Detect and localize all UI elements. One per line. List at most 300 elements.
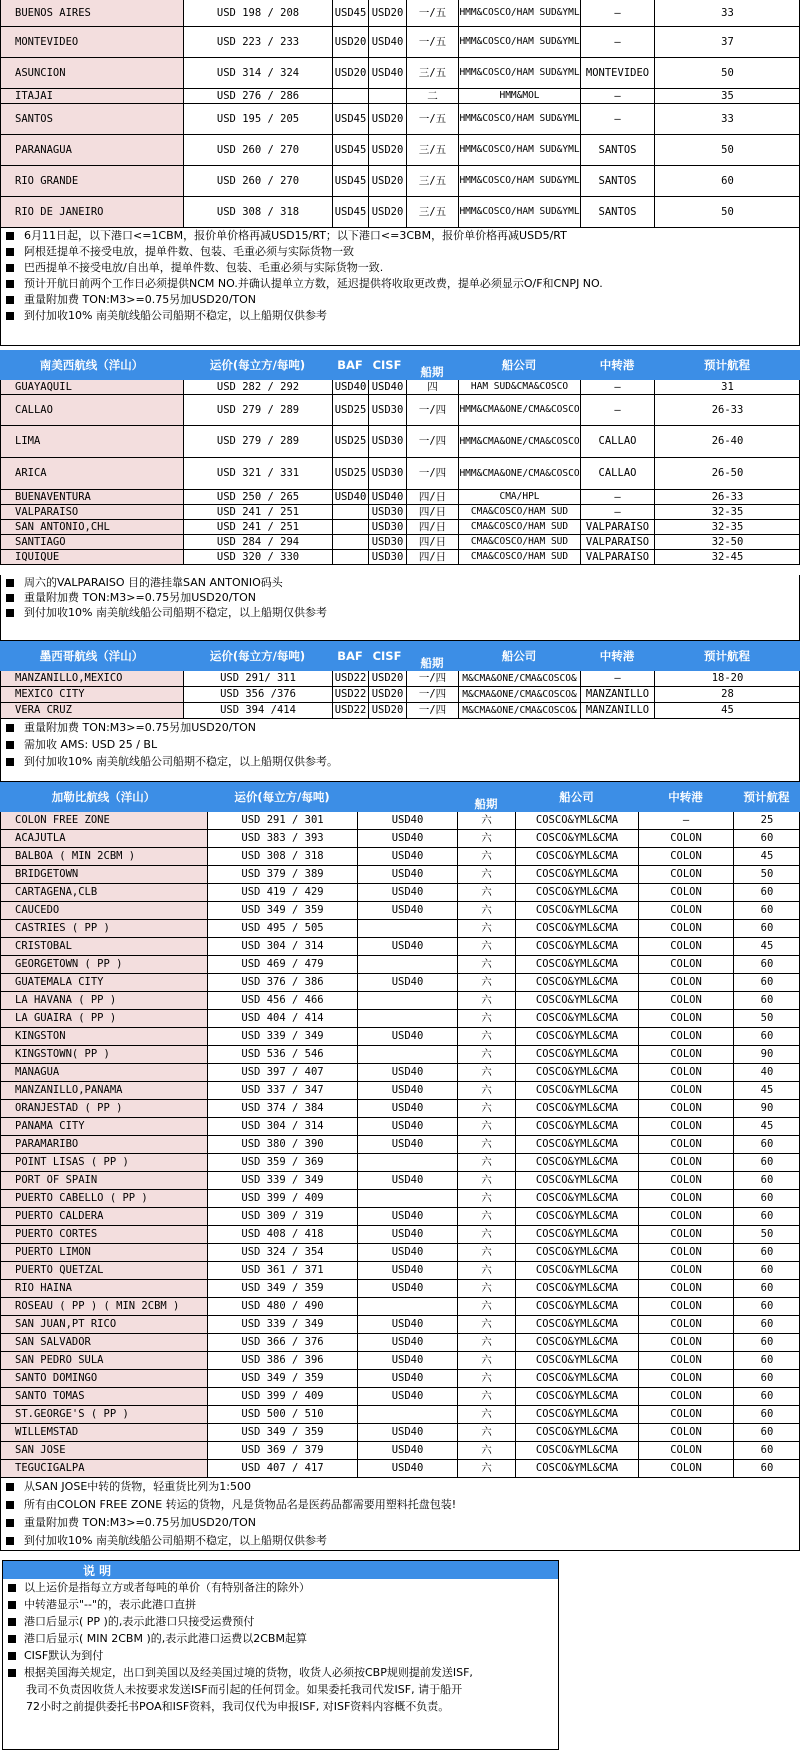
note-line (1, 308, 799, 324)
bullet-icon (8, 1601, 16, 1609)
table-row (0, 1352, 800, 1370)
table-row (0, 1046, 800, 1064)
table-row (0, 1010, 800, 1028)
cell-sched: 六 (458, 1208, 516, 1226)
header-rate: 运价(每立方/每吨) (234, 790, 330, 804)
cell-sched: 三/五 (407, 135, 459, 166)
cell-cisf: USD20 (369, 703, 407, 719)
cell-days: 50 (734, 1010, 800, 1028)
cell-carrier: COSCO&YML&CMA (516, 1082, 639, 1100)
cell-days: 28 (655, 687, 800, 703)
cell-rate: USD 198 / 208 (184, 0, 333, 27)
cell-baf: USD40 (358, 1100, 458, 1118)
legend-text: 根据美国海关规定，出口到美国以及经美国过境的货物，收货人必须按CBP规则提前发送ISF, (24, 1666, 473, 1679)
table-row (0, 1424, 800, 1442)
cell-days: 60 (734, 1154, 800, 1172)
cell-rate: USD 308 / 318 (184, 197, 333, 228)
cell-sched: 一/四 (407, 395, 459, 426)
cell-port: VERA CRUZ (1, 703, 184, 719)
cell-baf: USD45 (333, 166, 369, 197)
cell-rate: USD 349 / 359 (208, 1370, 358, 1388)
cell-days: 60 (734, 830, 800, 848)
bullet-icon (6, 248, 14, 256)
cell-port: SANTO TOMAS (1, 1388, 208, 1406)
cell-sched: 一/四 (407, 458, 459, 490)
cell-days: 26-50 (655, 458, 800, 490)
table-row (0, 1136, 800, 1154)
header-days: 预计航程 (743, 790, 790, 804)
cell-port: CRISTOBAL (1, 938, 208, 956)
cell-sched: 六 (458, 1244, 516, 1262)
cell-days: 90 (734, 1100, 800, 1118)
cell-sched: 六 (458, 1118, 516, 1136)
cell-baf (358, 1298, 458, 1316)
cell-rate: USD 291 / 301 (208, 812, 358, 830)
table-row (0, 1460, 800, 1478)
cell-port: PANAMA CITY (1, 1118, 208, 1136)
cell-sched: 六 (458, 1172, 516, 1190)
cell-days: 60 (734, 1352, 800, 1370)
cell-transit: COLON (639, 1046, 734, 1064)
header-transit: 中转港 (599, 358, 635, 372)
section-gap (0, 324, 800, 346)
bullet-icon (6, 609, 14, 617)
cell-baf: USD40 (358, 974, 458, 992)
header-baf: BAF (337, 649, 363, 663)
cell-cisf: USD30 (369, 520, 407, 535)
cell-transit: — (581, 490, 655, 505)
note-text: 重量附加费 TON:M3>=0.75另加USD20/TON (24, 293, 257, 306)
note-line (1, 1532, 799, 1550)
cell-rate: USD 376 / 386 (208, 974, 358, 992)
cell-baf: USD22 (333, 671, 369, 687)
cell-rate: USD 241 / 251 (184, 505, 333, 520)
cell-carrier: M&CMA&ONE/CMA&COSCO& (459, 687, 581, 703)
cell-rate: USD 276 / 286 (184, 89, 333, 104)
cell-days: 60 (734, 956, 800, 974)
legend-text: 72小时之前提供委托书POA和ISF资料，我司仅代为申报ISF, 对ISF资料内容概不负责。 (26, 1700, 450, 1713)
table-row (0, 1388, 800, 1406)
cell-port: ARICA (1, 458, 184, 490)
cell-rate: USD 359 / 369 (208, 1154, 358, 1172)
header-cisf: CISF (372, 649, 402, 663)
cell-carrier: HMM&COSCO/HAM SUD&YML (459, 104, 581, 135)
cell-sched: 六 (458, 1298, 516, 1316)
cell-days: 26-33 (655, 490, 800, 505)
cell-sched: 一/五 (407, 27, 459, 58)
cell-days: 60 (734, 1406, 800, 1424)
header-rate: 运价(每立方/每吨) (209, 358, 306, 372)
cell-transit: — (581, 671, 655, 687)
cell-days: 60 (734, 1442, 800, 1460)
note-text: 从SAN JOSE中转的货物，轻重货比列为1:500 (24, 1480, 251, 1493)
cell-carrier: COSCO&YML&CMA (516, 1100, 639, 1118)
cell-baf: USD40 (358, 1226, 458, 1244)
cell-days: 60 (734, 902, 800, 920)
cell-baf (333, 505, 369, 520)
cell-port: LA GUAIRA ( PP ) (1, 1010, 208, 1028)
cell-carrier: COSCO&YML&CMA (516, 902, 639, 920)
cell-baf: USD40 (358, 1118, 458, 1136)
cell-days: 60 (734, 1208, 800, 1226)
cell-transit: COLON (639, 920, 734, 938)
cell-port: COLON FREE ZONE (1, 812, 208, 830)
cell-cisf: USD40 (369, 490, 407, 505)
cell-cisf (369, 89, 407, 104)
cell-transit: VALPARAISO (581, 550, 655, 565)
table-row (0, 1208, 800, 1226)
cell-transit: — (581, 395, 655, 426)
bullet-icon (8, 1618, 16, 1626)
cell-transit: COLON (639, 1442, 734, 1460)
cell-transit: CALLAO (581, 458, 655, 490)
cell-transit: COLON (639, 992, 734, 1010)
table-row (0, 58, 800, 89)
cell-port: ITAJAI (1, 89, 184, 104)
cell-carrier: HMM&CMA&ONE/CMA&COSCO (459, 426, 581, 458)
legend-title: 说 明 (3, 1561, 558, 1579)
cell-days: 40 (734, 1064, 800, 1082)
cell-carrier: CMA&COSCO/HAM SUD (459, 520, 581, 535)
legend-item (3, 1630, 558, 1647)
cell-port: ASUNCION (1, 58, 184, 89)
notes-block (0, 575, 800, 620)
legend-text: 以上运价是指每立方或者每吨的单价（有特别备注的除外） (24, 1581, 310, 1594)
cell-port: PUERTO QUETZAL (1, 1262, 208, 1280)
cell-cisf: USD30 (369, 550, 407, 565)
cell-carrier: COSCO&YML&CMA (516, 1460, 639, 1478)
cell-days: 60 (734, 974, 800, 992)
note-line (1, 719, 799, 736)
cell-cisf: USD20 (369, 671, 407, 687)
bullet-icon (6, 1537, 14, 1545)
cell-rate: USD 250 / 265 (184, 490, 333, 505)
cell-rate: USD 386 / 396 (208, 1352, 358, 1370)
cell-cisf: USD20 (369, 166, 407, 197)
cell-days: 45 (734, 1082, 800, 1100)
cell-transit: — (581, 89, 655, 104)
cell-transit: COLON (639, 848, 734, 866)
cell-sched: 六 (458, 1064, 516, 1082)
cell-baf: USD40 (358, 1172, 458, 1190)
cell-carrier: COSCO&YML&CMA (516, 1172, 639, 1190)
legend-text: 港口后显示( MIN 2CBM )的,表示此港口运费以2CBM起算 (24, 1632, 307, 1645)
cell-carrier: COSCO&YML&CMA (516, 848, 639, 866)
legend-item (3, 1613, 558, 1630)
cell-baf: USD40 (358, 1316, 458, 1334)
cell-port: PUERTO CALDERA (1, 1208, 208, 1226)
cell-rate: USD 339 / 349 (208, 1028, 358, 1046)
cell-carrier: COSCO&YML&CMA (516, 974, 639, 992)
cell-port: SAN PEDRO SULA (1, 1352, 208, 1370)
cell-days: 60 (734, 1190, 800, 1208)
cell-days: 37 (655, 27, 800, 58)
notes-block (0, 1478, 800, 1550)
table-row (0, 1064, 800, 1082)
cell-sched: 六 (458, 992, 516, 1010)
cell-sched: 六 (458, 1352, 516, 1370)
cell-days: 60 (734, 884, 800, 902)
cell-sched: 四/日 (407, 505, 459, 520)
cell-transit: COLON (639, 1028, 734, 1046)
cell-baf (358, 1154, 458, 1172)
cell-port: LIMA (1, 426, 184, 458)
cell-rate: USD 536 / 546 (208, 1046, 358, 1064)
header-route: 南美西航线（洋山） (39, 358, 144, 372)
cell-transit: VALPARAISO (581, 535, 655, 550)
cell-carrier: HAM SUD&CMA&COSCO (459, 380, 581, 395)
cell-sched: 六 (458, 1424, 516, 1442)
cell-transit: COLON (639, 1334, 734, 1352)
table-row (0, 1226, 800, 1244)
note-line (1, 260, 799, 276)
note-text: 周六的VALPARAISO 目的港挂靠SAN ANTONIO码头 (24, 576, 283, 589)
cell-transit: — (581, 27, 655, 58)
cell-days: 60 (734, 1136, 800, 1154)
cell-transit: — (581, 380, 655, 395)
cell-baf: USD40 (358, 938, 458, 956)
cell-rate: USD 366 / 376 (208, 1334, 358, 1352)
note-line (1, 1514, 799, 1532)
table-row (0, 505, 800, 520)
cell-days: 60 (734, 920, 800, 938)
cell-days: 60 (734, 992, 800, 1010)
notes-block (0, 719, 800, 770)
cell-days: 90 (734, 1046, 800, 1064)
cell-transit: COLON (639, 938, 734, 956)
cell-days: 45 (734, 1118, 800, 1136)
cell-baf (358, 920, 458, 938)
cell-transit: CALLAO (581, 426, 655, 458)
cell-transit: COLON (639, 830, 734, 848)
table-row (0, 1154, 800, 1172)
cell-port: CAUCEDO (1, 902, 208, 920)
cell-carrier: COSCO&YML&CMA (516, 956, 639, 974)
header-carrier: 船公司 (501, 358, 537, 372)
note-text: 重量附加费 TON:M3>=0.75另加USD20/TON (24, 1516, 257, 1529)
bullet-icon (6, 264, 14, 272)
cell-baf: USD40 (358, 902, 458, 920)
cell-baf (333, 550, 369, 565)
cell-baf (333, 520, 369, 535)
cell-sched: 六 (458, 848, 516, 866)
cell-baf: USD40 (358, 1370, 458, 1388)
legend-item (3, 1579, 558, 1596)
cell-transit: MANZANILLO (581, 687, 655, 703)
cell-carrier: CMA&COSCO/HAM SUD (459, 535, 581, 550)
cell-carrier: COSCO&YML&CMA (516, 1406, 639, 1424)
cell-transit: COLON (639, 1226, 734, 1244)
note-line (1, 228, 799, 244)
cell-rate: USD 349 / 359 (208, 1280, 358, 1298)
table-row (0, 27, 800, 58)
cell-baf: USD40 (358, 1244, 458, 1262)
section-gap (0, 770, 800, 782)
cell-rate: USD 320 / 330 (184, 550, 333, 565)
cell-days: 50 (655, 197, 800, 228)
cell-port: PUERTO CABELLO ( PP ) (1, 1190, 208, 1208)
cell-days: 50 (655, 58, 800, 89)
cell-sched: 六 (458, 974, 516, 992)
cell-transit: COLON (639, 1100, 734, 1118)
cell-cisf: USD30 (369, 458, 407, 490)
cell-sched: 六 (458, 1460, 516, 1478)
cell-rate: USD 408 / 418 (208, 1226, 358, 1244)
table-row (0, 535, 800, 550)
cell-days: 50 (734, 866, 800, 884)
cell-transit: SANTOS (581, 197, 655, 228)
cell-sched: 六 (458, 1388, 516, 1406)
cell-port: PUERTO LIMON (1, 1244, 208, 1262)
cell-baf: USD40 (358, 1424, 458, 1442)
table-row (0, 920, 800, 938)
cell-transit: COLON (639, 1406, 734, 1424)
cell-port: CARTAGENA,CLB (1, 884, 208, 902)
cell-rate: USD 374 / 384 (208, 1100, 358, 1118)
legend-text: 中转港显示"--"的，表示此港口直拼 (24, 1598, 197, 1611)
cell-transit: — (581, 0, 655, 27)
cell-rate: USD 309 / 319 (208, 1208, 358, 1226)
cell-sched: 一/四 (407, 671, 459, 687)
cell-carrier: COSCO&YML&CMA (516, 1136, 639, 1154)
legend-isf-line (3, 1664, 558, 1681)
cell-transit: COLON (639, 1424, 734, 1442)
cell-baf (358, 956, 458, 974)
table-row (0, 1442, 800, 1460)
cell-carrier: HMM&COSCO/HAM SUD&YML (459, 0, 581, 27)
cell-rate: USD 260 / 270 (184, 135, 333, 166)
bullet-icon (8, 1635, 16, 1643)
cell-port: RIO GRANDE (1, 166, 184, 197)
note-text: 阿根廷提单不接受电放，提单件数、包装、毛重必须与实际货物一致 (24, 245, 354, 258)
cell-transit: COLON (639, 974, 734, 992)
cell-port: BRIDGETOWN (1, 866, 208, 884)
table-row (0, 830, 800, 848)
cell-rate: USD 314 / 324 (184, 58, 333, 89)
cell-rate: USD 394 /414 (184, 703, 333, 719)
cell-baf: USD40 (358, 1082, 458, 1100)
section-header (0, 641, 800, 671)
bullet-icon (8, 1584, 16, 1592)
note-text: 6月11日起，以下港口<=1CBM，报价单价格再减USD15/RT；以下港口<=3CBM，报价单价格再减USD5/RT (24, 229, 567, 242)
cell-cisf: USD30 (369, 505, 407, 520)
cell-rate: USD 419 / 429 (208, 884, 358, 902)
table-row (0, 1082, 800, 1100)
cell-rate: USD 404 / 414 (208, 1010, 358, 1028)
cell-transit: COLON (639, 1388, 734, 1406)
legend-item (3, 1647, 558, 1664)
cell-carrier: COSCO&YML&CMA (516, 812, 639, 830)
cell-transit: COLON (639, 866, 734, 884)
cell-sched: 一/五 (407, 104, 459, 135)
note-text: 所有由COLON FREE ZONE 转运的货物，凡是货物品名是医药品都需要用塑料托盘包装! (24, 1498, 457, 1511)
bullet-icon (6, 296, 14, 304)
cell-transit: MANZANILLO (581, 703, 655, 719)
cell-rate: USD 284 / 294 (184, 535, 333, 550)
cell-baf: USD40 (358, 830, 458, 848)
cell-sched: 四 (407, 380, 459, 395)
cell-transit: — (581, 104, 655, 135)
cell-port: SAN JUAN,PT RICO (1, 1316, 208, 1334)
cell-days: 60 (734, 1028, 800, 1046)
cell-transit: — (581, 505, 655, 520)
cell-sched: 一/四 (407, 703, 459, 719)
cell-cisf: USD20 (369, 104, 407, 135)
table-row (0, 135, 800, 166)
cell-carrier: COSCO&YML&CMA (516, 1118, 639, 1136)
cell-port: VALPARAISO (1, 505, 184, 520)
cell-carrier: COSCO&YML&CMA (516, 1226, 639, 1244)
cell-port: WILLEMSTAD (1, 1424, 208, 1442)
note-text: 到付加收10% 南美航线船公司船期不稳定，以上船期仅供参考 (24, 1534, 327, 1547)
cell-sched: 六 (458, 866, 516, 884)
section-header (0, 350, 800, 380)
cell-port: CASTRIES ( PP ) (1, 920, 208, 938)
cell-sched: 六 (458, 1136, 516, 1154)
cell-sched: 六 (458, 1082, 516, 1100)
bullet-icon (6, 1483, 14, 1491)
cell-rate: USD 500 / 510 (208, 1406, 358, 1424)
cell-port: TEGUCIGALPA (1, 1460, 208, 1478)
header-days: 预计航程 (704, 358, 750, 372)
cell-transit: SANTOS (581, 166, 655, 197)
cell-days: 60 (734, 1334, 800, 1352)
table-row (0, 1118, 800, 1136)
table-row (0, 974, 800, 992)
header-transit: 中转港 (599, 649, 635, 663)
cell-baf: USD25 (333, 458, 369, 490)
cell-transit: COLON (639, 1460, 734, 1478)
cell-sched: 六 (458, 1046, 516, 1064)
cell-carrier: COSCO&YML&CMA (516, 1208, 639, 1226)
table-row (0, 1172, 800, 1190)
cell-rate: USD 282 / 292 (184, 380, 333, 395)
cell-port: GUAYAQUIL (1, 380, 184, 395)
cell-carrier: COSCO&YML&CMA (516, 1064, 639, 1082)
note-line (1, 590, 799, 605)
bullet-icon (6, 280, 14, 288)
table-row (0, 812, 800, 830)
note-text: 到付加收10% 南美航线船公司船期不稳定，以上船期仅供参考 (24, 606, 327, 619)
cell-transit: COLON (639, 1154, 734, 1172)
cell-transit: COLON (639, 1010, 734, 1028)
cell-rate: USD 383 / 393 (208, 830, 358, 848)
legend-isf-line (3, 1681, 558, 1698)
cell-rate: USD 195 / 205 (184, 104, 333, 135)
note-line (1, 1478, 799, 1496)
cell-baf: USD20 (333, 27, 369, 58)
cell-baf: USD40 (358, 1136, 458, 1154)
note-line (1, 276, 799, 292)
cell-carrier: COSCO&YML&CMA (516, 1316, 639, 1334)
bullet-icon (8, 1652, 16, 1660)
cell-sched: 四/日 (407, 550, 459, 565)
section-bottom-border (0, 1550, 800, 1551)
cell-transit: COLON (639, 1172, 734, 1190)
cell-port: MANAGUA (1, 1064, 208, 1082)
table-row (0, 1298, 800, 1316)
bullet-icon (6, 724, 14, 732)
bullet-icon (6, 758, 14, 766)
cell-carrier: HMM&COSCO/HAM SUD&YML (459, 58, 581, 89)
cell-days: 26-33 (655, 395, 800, 426)
legend-text: 我司不负责因收货人未按要求发送ISF而引起的任何罚金。如果委托我司代发ISF, 请于船开 (26, 1683, 463, 1696)
cell-sched: 六 (458, 812, 516, 830)
cell-baf: USD45 (333, 0, 369, 27)
cell-transit: COLON (639, 1244, 734, 1262)
header-baf (357, 782, 427, 812)
cell-sched: 三/五 (407, 166, 459, 197)
